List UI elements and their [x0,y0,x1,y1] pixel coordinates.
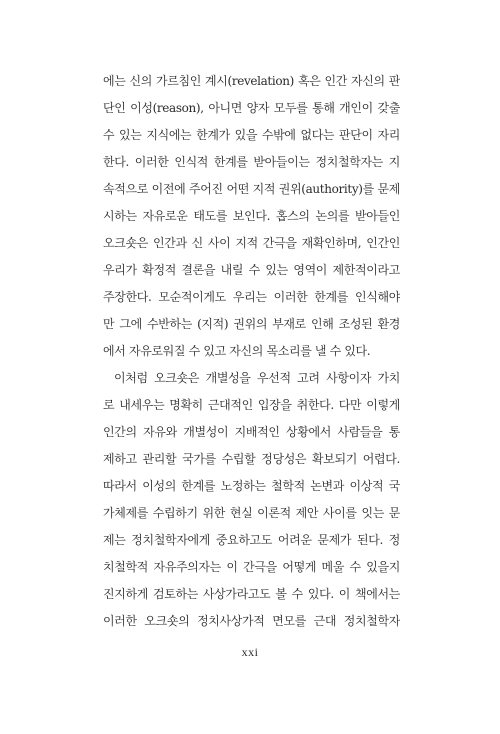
text-line: 우리가 확정적 결론을 내릴 수 있는 영역이 제한적이라고 [103,263,400,277]
paragraph-2 [103,365,400,635]
text-line: 치철학적 자유주의자는 이 간극을 어떻게 메울 수 있을지 [103,560,400,574]
text-line: 한다. 이러한 인식적 한계를 받아들이는 정치철학자는 지 [103,155,400,169]
text-line: 속적으로 이전에 주어진 어떤 지적 권위(authority)를 문제 [103,182,400,196]
text-line: 로 내세우는 명확히 근대적인 입장을 취한다. 다만 이렇게 [103,398,400,412]
paragraph-1 [103,68,400,365]
text-line: 단인 이성(reason), 아니면 양자 모두를 통해 개인이 갖출 [103,101,400,115]
page-number: xxi [241,645,259,659]
text-line: 가체제를 수립하기 위한 현실 이론적 제안 사이를 잇는 문 [103,506,400,520]
text-line: 오크숏은 인간과 신 사이 지적 간극을 재확인하며, 인간인 [103,236,400,250]
text-line: 만 그에 수반하는 (지적) 권위의 부재로 인해 조성된 환경 [103,317,400,331]
text-line: 에서 자유로워질 수 있고 자신의 목소리를 낼 수 있다. [103,344,371,358]
text-line: 주장한다. 모순적이게도 우리는 이러한 한계를 인식해야 [103,290,400,304]
text-line: 이처럼 오크숏은 개별성을 우선적 고려 사항이자 가치 [114,371,400,385]
text-line: 제하고 관리할 국가를 수립할 정당성은 확보되기 어렵다. [103,452,400,466]
text-line: 인간의 자유와 개별성이 지배적인 상황에서 사람들을 통 [103,425,400,439]
text-line: 시하는 자유로운 태도를 보인다. 홉스의 논의를 받아들인 [103,209,400,223]
text-line: 수 있는 지식에는 한계가 있을 수밖에 없다는 판단이 자리 [103,128,400,142]
text-line: 제는 정치철학자에게 중요하고도 어려운 문제가 된다. 정 [103,533,400,547]
text-line: 에는 신의 가르침인 계시(revelation) 혹은 인간 자신의 판 [103,74,400,88]
text-line: 이러한 오크숏의 정치사상가적 면모를 근대 정치철학자 [103,614,400,628]
text-line: 진지하게 검토하는 사상가라고도 볼 수 있다. 이 책에서는 [103,587,400,601]
text-line: 따라서 이성의 한계를 노정하는 철학적 논변과 이상적 국 [103,479,400,493]
body-text [103,68,400,635]
